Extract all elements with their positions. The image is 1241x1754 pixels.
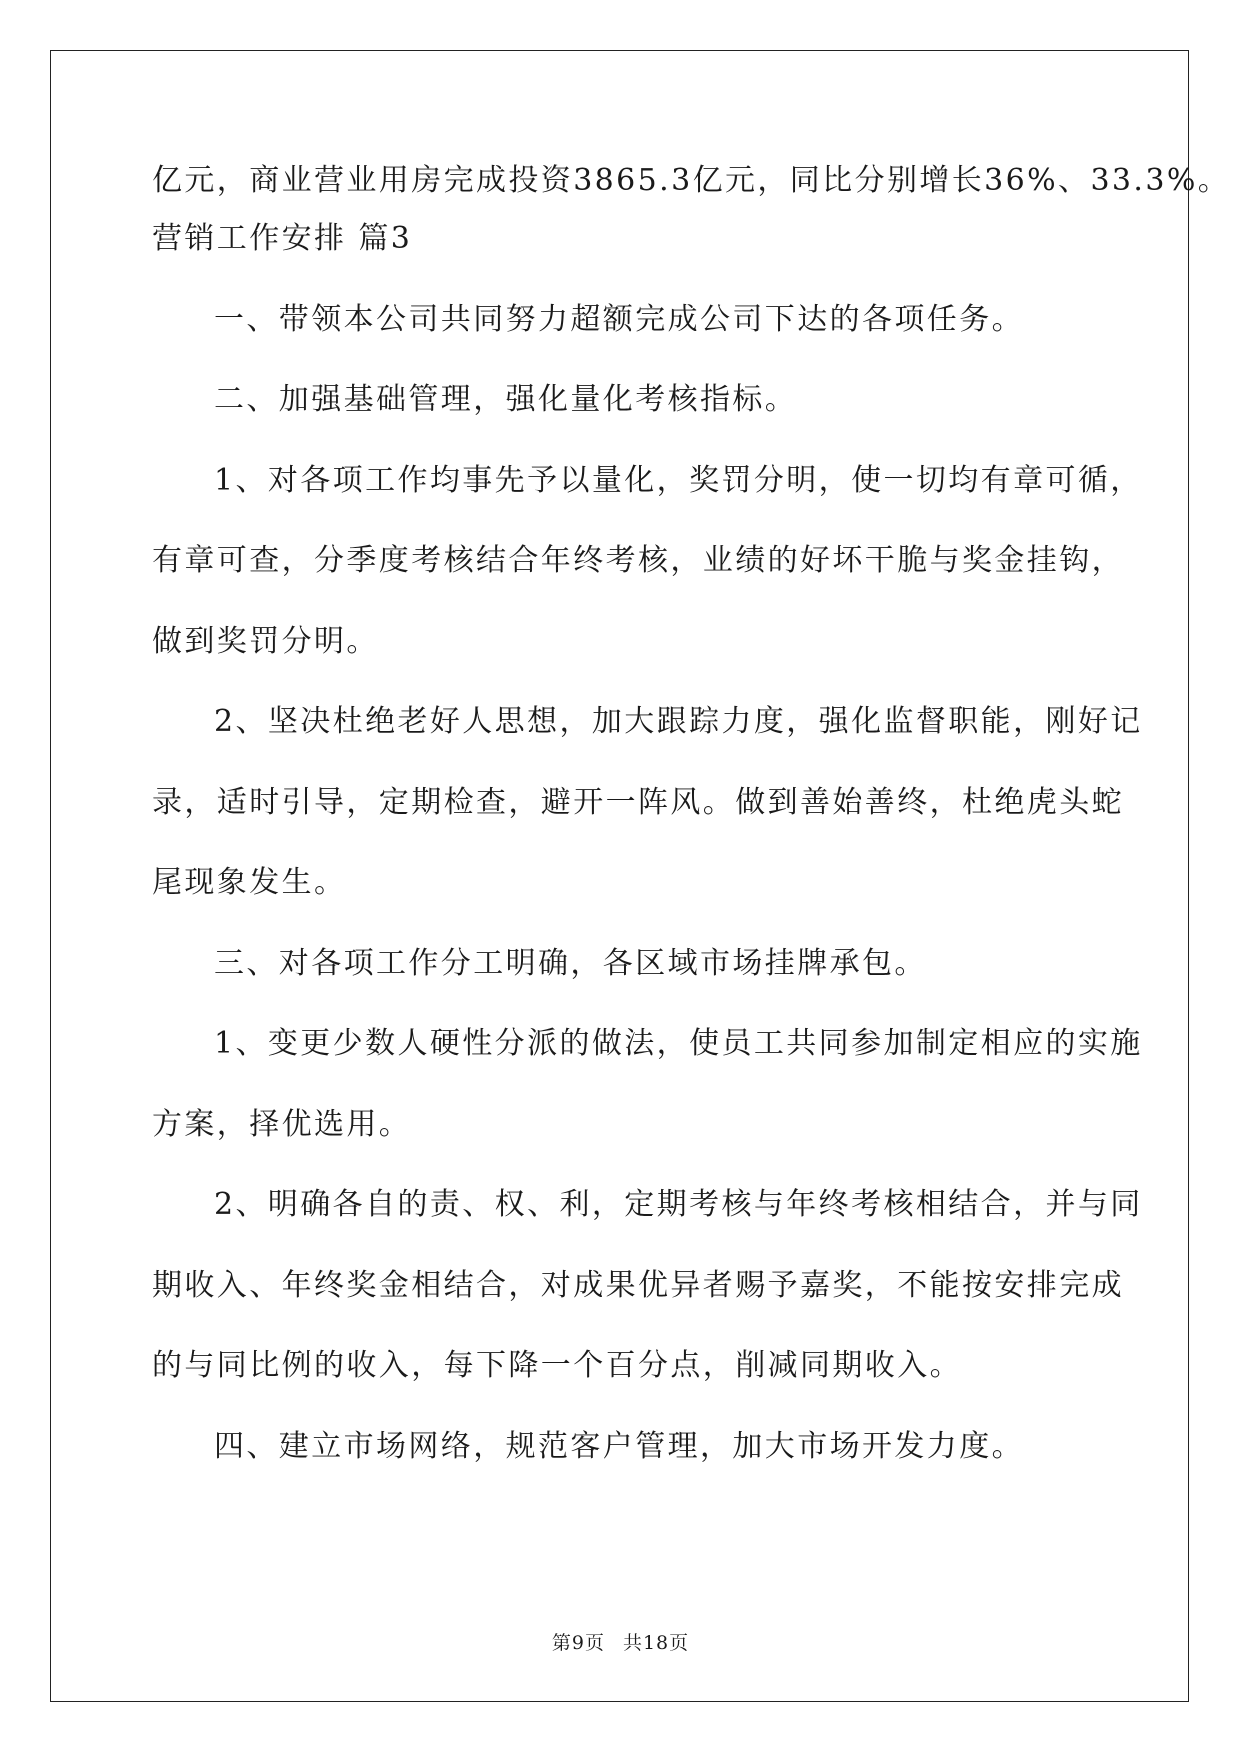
page-total: 共18页 [622,1632,690,1654]
paragraph-line: 亿元，商业营业用房完成投资3865.3亿元，同比分别增长36%、33.3%。 [152,163,1231,198]
page-number: 第9页 [551,1632,605,1654]
paragraph-line: 期收入、年终奖金相结合，对成果优异者赐予嘉奖，不能按安排完成 [152,1267,1124,1303]
paragraph-line: 1、变更少数人硬性分派的做法，使员工共同参加制定相应的实施 [214,1026,1143,1061]
paragraph-line: 尾现象发生。 [152,865,347,900]
paragraph-line: 2、明确各自的责、权、利，定期考核与年终考核相结合，并与同 [214,1187,1143,1222]
paragraph-line: 1、对各项工作均事先予以量化，奖罚分明，使一切均有章可循， [214,462,1143,498]
paragraph-line: 二、加强基础管理，强化量化考核指标。 [214,382,798,417]
document-body [152,155,1231,1501]
section-heading: 营销工作安排 篇3 [152,221,413,256]
paragraph-line: 录，适时引导，定期检查，避开一阵风。做到善始善终，杜绝虎头蛇 [152,784,1124,820]
paragraph-line: 三、对各项工作分工明确，各区域市场挂牌承包。 [214,945,927,981]
paragraph-line: 一、带领本公司共同努力超额完成公司下达的各项任务。 [214,301,1024,337]
paragraph-line: 有章可查，分季度考核结合年终考核，业绩的好坏干脆与奖金挂钩， [152,543,1124,578]
paragraph-line: 方案，择优选用。 [152,1106,412,1142]
paragraph-line: 的与同比例的收入，每下降一个百分点，削减同期收入。 [152,1348,962,1383]
paragraph-line: 四、建立市场网络，规范客户管理，加大市场开发力度。 [214,1428,1024,1464]
paragraph-line: 做到奖罚分明。 [152,623,379,659]
paragraph-line: 2、坚决杜绝老好人思想，加大跟踪力度，强化监督职能，刚好记 [214,704,1143,739]
page-footer [0,1628,1241,1655]
